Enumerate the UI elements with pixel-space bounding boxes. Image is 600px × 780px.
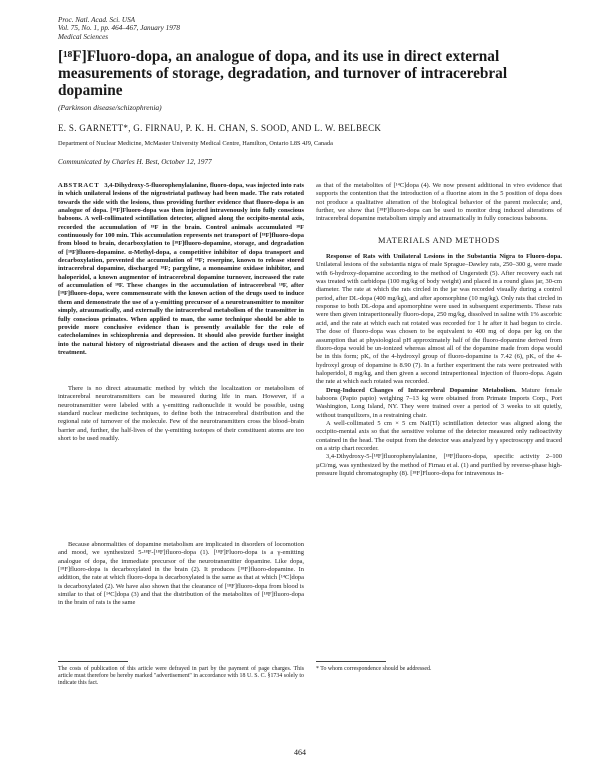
abstract-text: 3,4-Dihydroxy-5-fluorophenylalanine, fluoro-dopa, was injected into rats in which unilateral lesions of the nigrostriatal pathway had been made. The rats rotated towards the side with the lesions, thus providing further evidence that fluoro-dopa is an analogue of dopa. [¹⁸F]Fluoro-dopa was then injected intravenously into fully conscious baboons. A well-collimated scintillation detector, aligned along the occipito-mental axis, recorded the accumulation of ¹⁸F in the brain. Control animals accumulated ¹⁸F continuously for 100 min. This accumulation represents net transport of [¹⁸F]fluoro-dopa from blood to brain, decarboxylation to [¹⁸F]fluoro-dopamine, storage, and degradation of [¹⁸F]fluoro-dopamine. α-Methyl-dopa, a competitive inhibitor of dopa transport and decarboxylation, prevented the accumulation of ¹⁸F; reserpine, known to release stored intracerebral dopamine, discharged ¹⁸F; pargyline, a monoamine oxidase inhibitor, and haloperidol, a known augmentor of intracerebral dopamine turnover, increased the rate of accumulation of ¹⁸F. These changes in the accumulation of intracerebral ¹⁸F, after [¹⁸F]fluoro-dopa, were commensurate with the known action of the drugs used to induce them and demonstrate the use of a γ-emitting precursor of a neurotransmitter to monitor simply, atraumatically, and externally the intracerebral metabolism of the transmitter in fully conscious primates. When applied to man, the same technique should be able to provide more conclusive evidence than is presently available for the role of catecholamines in schizophrenia and depression. It should also provide further insight into the natural history of nigrostriatal diseases and the action of drugs used in their treatment. <box>58 182 304 356</box>
subsection-heading: Response of Rats with Unilateral Lesions in the Substantia Nigra to Fluoro-dopa. <box>326 253 562 261</box>
intro-paragraph-1: There is no direct atraumatic method by which the localization or metabolism of intracerebral neurotransmitters can be measured during life in man. However, if a neurotransmitter were labeled with a γ-emitting radionuclide it would be possible, using standard nuclear medicine techniques, to define both the intracerebral distribution and the regional rate of turnover of the molecule. Few of the neurotransmitters cross the blood–brain barrier and, further, the half-lives of the γ-emitting isotopes of their constituent atoms are too short to be used readily. <box>58 385 304 443</box>
paper-title: [¹⁸F]Fluoro-dopa, an analogue of dopa, and its use in direct external measurements of storage, degradation, and turnover of intracerebral dopamine <box>58 48 508 99</box>
paper-keywords: (Parkinson disease/schizophrenia) <box>58 103 162 112</box>
communicated-by: Communicated by Charles H. Best, October 12, 1977 <box>58 158 212 166</box>
section-heading-methods: MATERIALS AND METHODS <box>378 235 500 245</box>
journal-name: Proc. Natl. Acad. Sci. USA <box>58 16 136 24</box>
methods-paragraph-3: A well-collimated 5 cm × 5 cm NaI(Tl) scintillation detector was aligned along the occipito-mental axis so that the sensitive volume of the detector measured only radioactivity contained in the head. The output from the detector was analyzed by γ spectroscopy and traced on a strip chart recorder. <box>316 419 562 452</box>
methods-paragraph-1 <box>316 253 562 387</box>
footnote-publication-costs: The costs of publication of this article were defrayed in part by the payment of page charges. This article must therefore be hereby marked "advertisement" in accordance with 18 U. S. C. §1734 solely to indicate this fact. <box>58 666 304 686</box>
abstract <box>58 182 304 357</box>
abstract-label: ABSTRACT <box>58 182 100 189</box>
footnote-correspondence: * To whom correspondence should be addressed. <box>316 666 432 672</box>
journal-citation <box>58 16 180 41</box>
footnote-divider <box>58 661 128 662</box>
introduction-paragraph <box>58 385 304 443</box>
intro-continuation: as that of the metabolites of [¹⁴C]dopa (4). We now present additional in vivo evidence that supports the contention that the introduction of a fluorine atom in the 5 position of dopa does not produce a qualitative alteration of the biological behavior of the parent molecule; and, further, we show that [¹⁸F]fluoro-dopa can be used to monitor drug induced alterations of intracerebral dopamine metabolism simply and atraumatically in fully conscious baboons. <box>316 182 562 223</box>
footnote-divider <box>316 661 386 662</box>
methods-paragraph-text: Mature female baboons (Papio papio) weighing 7–13 kg were obtained from Primate Imports Corp., Port Washington, Long Island, NY. They were trained over a period of 3 weeks to sit quietly, without tranquilizers, in a restraining chair. <box>316 386 562 419</box>
intro-paragraph-2: Because abnormalities of dopamine metabolism are implicated in disorders of locomotion and mood, we synthesized 5-¹⁸F-[¹⁸F]fluoro-dopa (1). [¹⁸F]Fluoro-dopa is a γ-emitting analogue of dopa, the immediate precursor of the neurotransmitter dopamine. Like dopa, [¹⁸F]fluoro-dopa is decarboxylated in the brain (2). It produces [¹⁸F]fluoro-dopamine. In addition, the rate at which fluoro-dopa is decarboxylated is the same as that at which [¹⁴C]dopa is decarboxylated (2). We have also shown that the clearance of [¹⁸F]fluoro-dopa from blood is similar to that of [¹⁴C]dopa (3) and that the distribution of the metabolites of [¹⁸F]fluoro-dopa in the brain of rats is the same <box>58 541 304 607</box>
journal-volume: Vol. 75, No. 1, pp. 464–467, January 1978 <box>58 24 180 33</box>
journal-section: Medical Sciences <box>58 32 109 41</box>
methods-paragraph-text: Unilateral lesions of the substantia nigra of male Sprague–Dawley rats, 250–300 g, were made with 6-hydroxy-dopamine according to the method of Ungerstedt (5). After recovery each rat was treated with carbidopa (100 mg/kg of body weight) and placed in a round glass jar, 30-cm diameter. The rate at which the rats circled in the jar was recorded visually during a control period, after DL-dopa (400 mg/kg), and after apomorphine (10 mg/kg). Only rats that circled in response to both DL-dopa and apomorphine were used in subsequent experiments. These rats were then given intraperitoneally fluoro-dopa, 250 mg/kg, dissolved in saline with 1% ascorbic acid, and the rate at which each rat rotated was recorded for 1 hr after it had begun to circle. The dose of fluoro-dopa was chosen to be equivalent to 400 mg of dopa per kg on the assumption that at physiological pH approximately half of the fluoro-dopamine derived from fluoro-dopa would be un-ionized whereas almost all of the dopamine made from dopa would be in this form; pKₐ of the 4-hydroxyl group of fluoro-dopamine is 7.42 (6), pKₐ of the 4-hydroxyl group of dopamine is 8.90 (7). In a further experiment the rats were pretreated with haloperidol, 8 mg/kg, and then given a second intraperitoneal injection of fluoro-dopa. Again the rate at which each rotated was recorded. <box>316 261 562 386</box>
affiliation: Department of Nuclear Medicine, McMaster University Medical Centre, Hamilton, Ontario L8S 4J9, Canada <box>58 140 333 147</box>
introduction-paragraph <box>58 541 304 608</box>
subsection-heading: Drug-Induced Changes of Intracerebral Dopamine Metabolism. <box>326 386 517 394</box>
methods-paragraph-4: 3,4-Dihydroxy-5-[¹⁸F]fluorophenylalanine, [¹⁸F]fluoro-dopa, specific activity 2–100 µCi/mg, was synthesized by the method of Firnau et al. (1) and purified by reverse-phase high-pressure liquid chromatography (8). [¹⁸F]Fluoro-dopa for intravenous in- <box>316 453 562 477</box>
page-number: 464 <box>294 748 306 757</box>
right-column <box>316 182 562 478</box>
author-list: E. S. GARNETT*, G. FIRNAU, P. K. H. CHAN, S. SOOD, AND L. W. BELBECK <box>58 123 382 133</box>
methods-paragraph-2 <box>316 387 562 420</box>
